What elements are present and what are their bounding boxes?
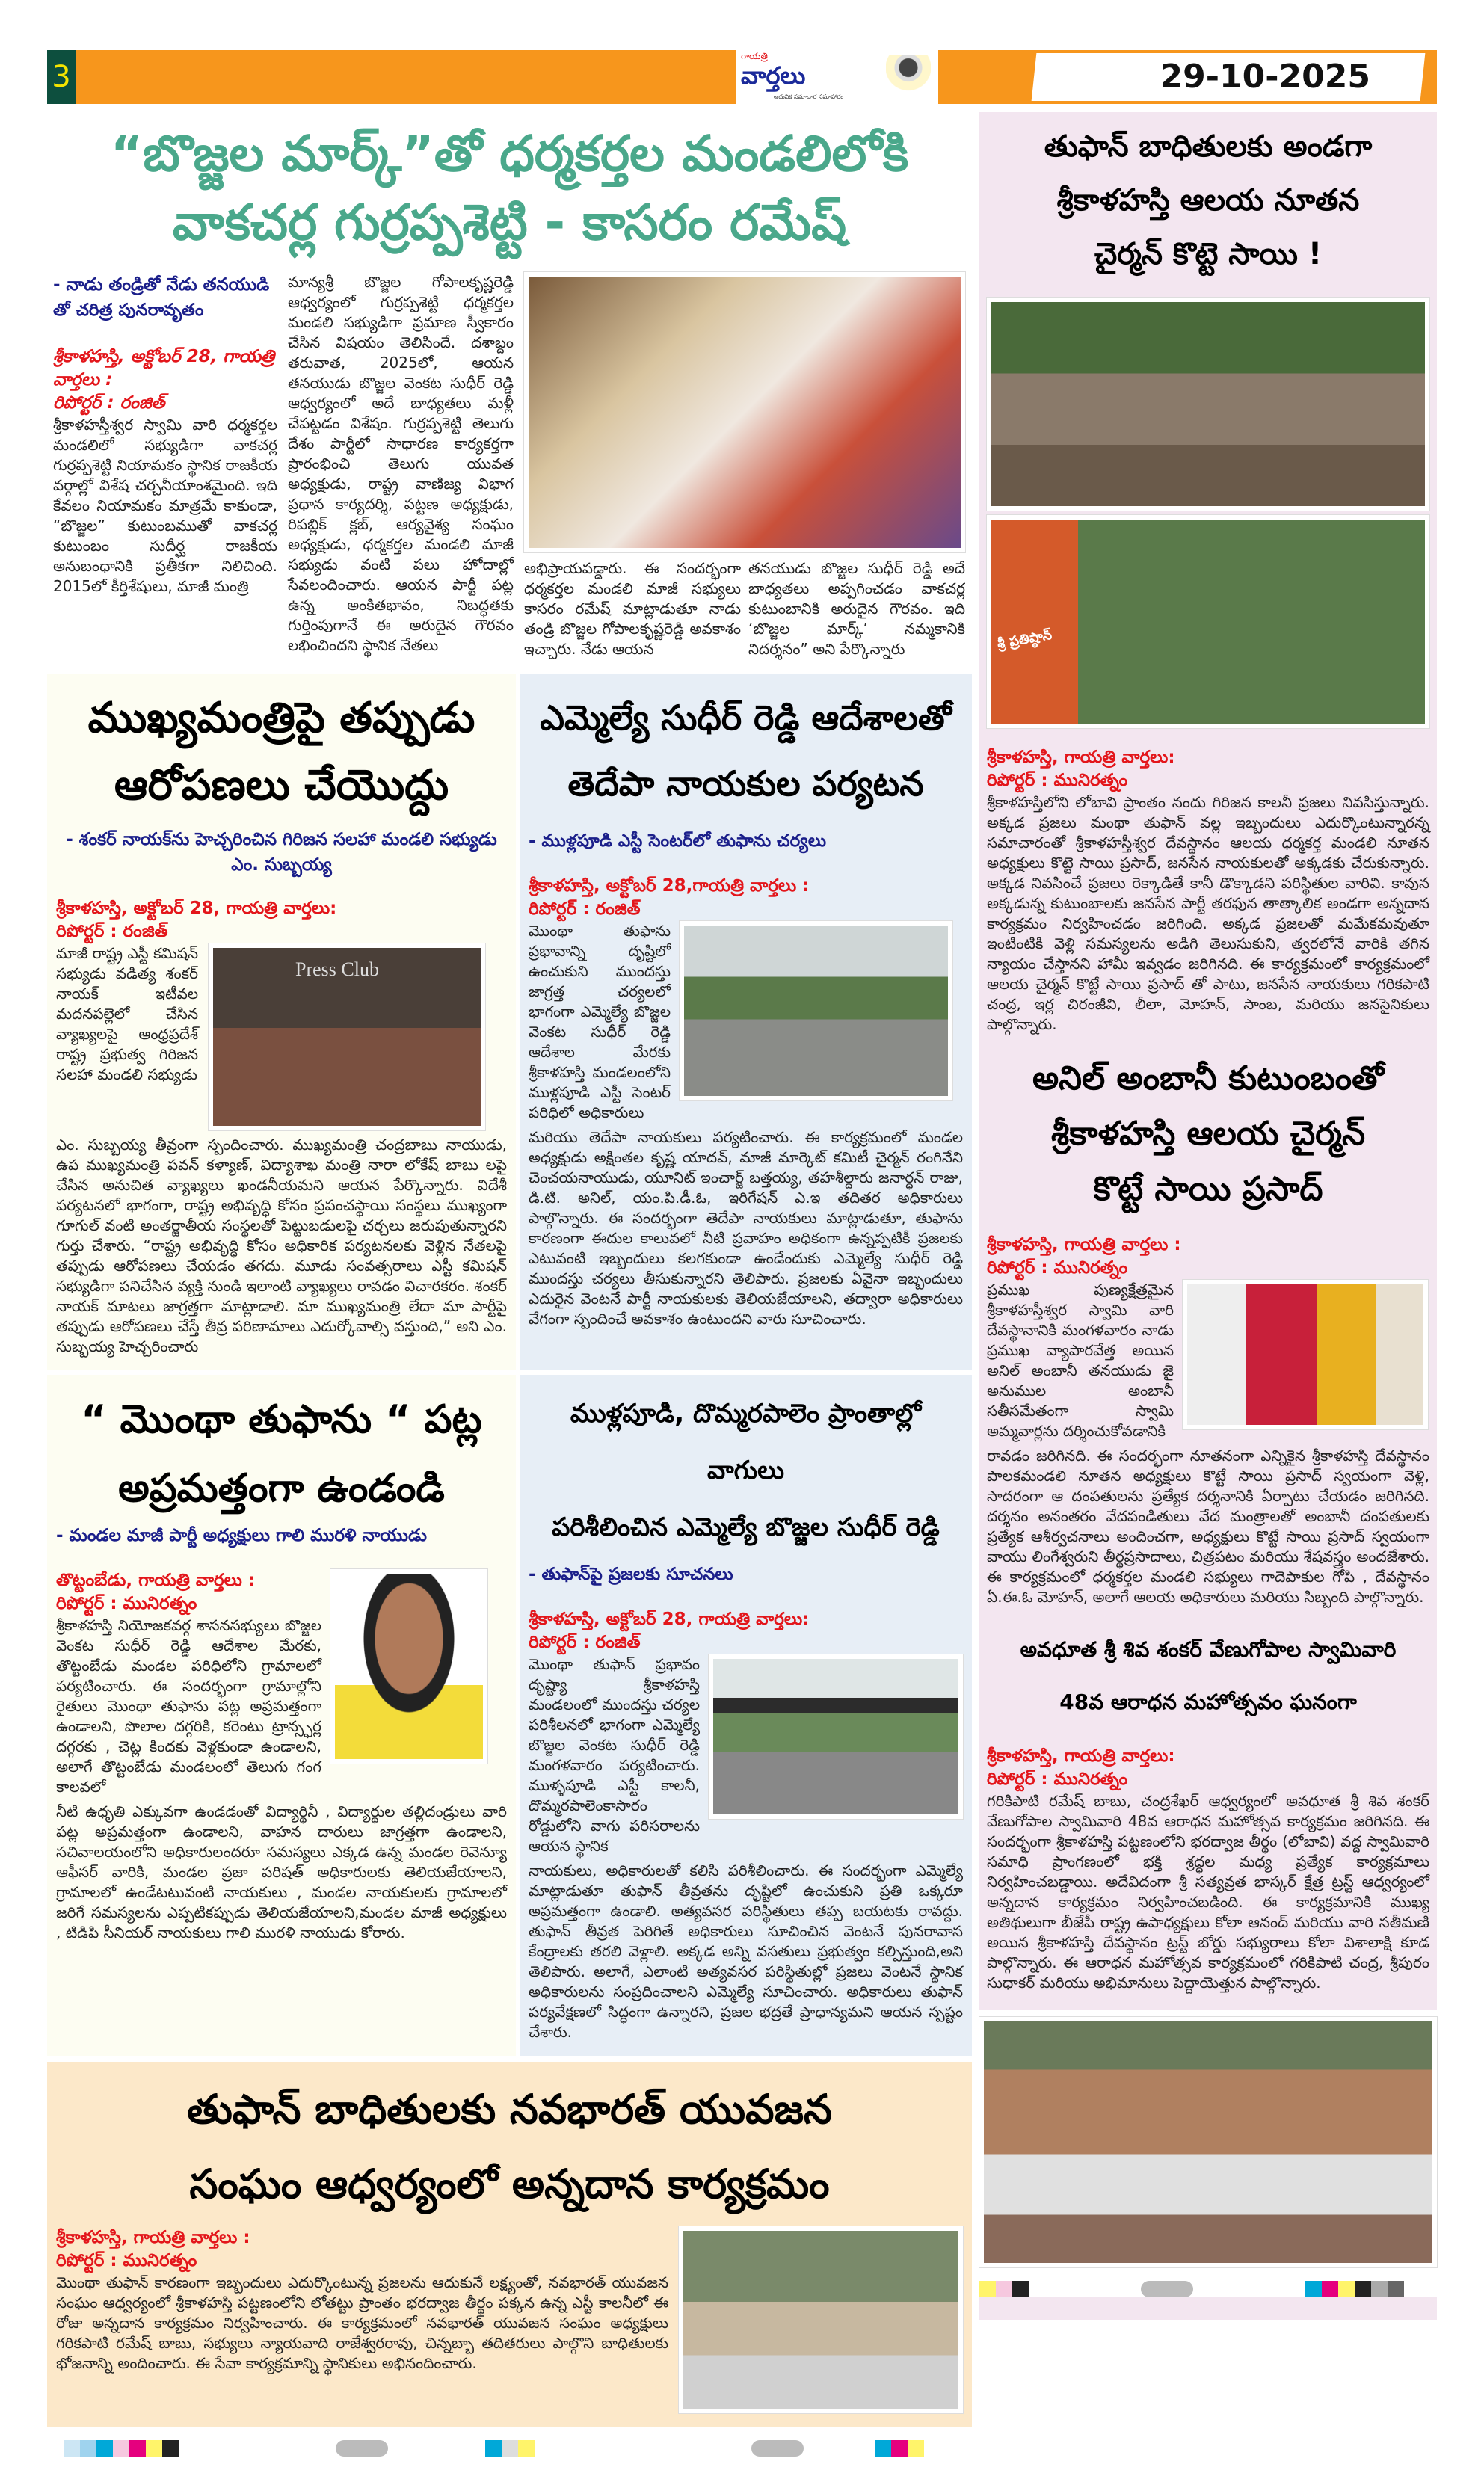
logo-portrait-icon	[886, 55, 931, 92]
right1-body	[987, 746, 1429, 1035]
story-reporter: రిపోర్టర్ : రంజిత్	[529, 1633, 641, 1652]
leader-portrait	[330, 1569, 487, 1764]
story-reporter: రిపోర్టర్ : మునిరత్నం	[987, 1258, 1128, 1278]
lead-body: మాన్యశ్రీ బొజ్జల గోపాలకృష్ణరెడ్డి ఆధ్వర్యంలో గుర్రప్పశెట్టి ధర్మకర్తల మండలి సభ్యుడిగా ప్రమాణ స్వీకారం చేసిన విషయం తెలిసిందే. దశాబ్దం తరువాత, 2025లో, ఆయన తనయుడు బొజ్జల వెంకట సుధీర్ రెడ్డి ఆధ్వర్యంలో అదే బాధ్యతలు మళ్లీ చేపట్టడం విశేషం. గుర్రప్పశెట్టి తెలుగు దేశం పార్టీలో సాధారణ కార్యకర్తగా ప్రారంభించి తెలుగు యువత అధ్యక్షుడు, రాష్ట్ర వాణిజ్య విభాగ ప్రధాన కార్యదర్శి, పట్టణ అధ్యక్షుడు, రిపబ్లిక్ క్లబ్, ఆర్యవైశ్య సంఘం అధ్యక్షుడు, ధర్మకర్తల మండలి మాజీ సభ్యుడు వంటి పలు హోదాల్లో సేవలందించారు. ఆయన పార్టీ పట్ల ఉన్న అంకితభావం, నిబద్ధతకు గుర్తింపుగానే ఈ అరుదైన గౌరవం లభించిందని స్థానిక నేతలు	[288, 273, 514, 654]
story-reporter: రిపోర్టర్ : మునిరత్నం	[56, 2251, 197, 2270]
right2-headline: అనిల్ అంబానీ కుటుంబంతో శ్రీకాళహస్తి ఆలయ చైర్మన్ కొట్టే సాయి ప్రసాద్	[1032, 1059, 1385, 1208]
right3-body	[987, 1745, 1429, 1993]
masthead-bar	[47, 50, 1437, 104]
lead-reporter: రిపోర్టర్ : రంజిత్	[53, 393, 165, 413]
logo-text: వార్తలు	[741, 61, 806, 90]
aradhana-photo	[979, 2017, 1437, 2267]
rain-inspection-photo	[680, 921, 952, 1100]
right2-body	[987, 1234, 1429, 1607]
story-headline: ముళ్లపూడి, దొమ్మరపాలెం ప్రాంతాల్లో వాగులు పరిశీలించిన ఎమ్మెల్యే బొజ్జల సుధీర్ రెడ్డి	[552, 1399, 940, 1542]
food-distribution-photo	[679, 2226, 963, 2413]
story-dateline: శ్రీకాళహస్తి, అక్టోబర్ 28, గాయత్రి వార్తలు:	[529, 1610, 810, 1629]
ambani-visit-photo	[1183, 1280, 1428, 1429]
story-body: మొంథా తుఫాను ప్రభావాన్ని దృష్టిలో ఉంచుకుని ముందస్తు జాగ్రత్త చర్యలలో భాగంగా ఎమ్మెల్యే బొజ్జల వెంకట సుధీర్ రెడ్డి ఆదేశాల మేరకు శ్రీకాళహస్తి మండలంలోని ముళ్లపూడి ఎస్టీ సెంటర్ పరిధిలో అధికారులు	[529, 922, 671, 1121]
story-body: నాయకులు, అధికారులతో కలిసి పరిశీలించారు. ఈ సందర్భంగా ఎమ్మెల్యే మాట్లాడుతూ తుఫాన్ తీవ్రతను దృష్టిలో ఉంచుకుని ప్రతి ఒక్కరూ అప్రమత్తంగా ఉండాలి. అత్యవసర పరిస్థితులు తప్ప బయటకు రావద్దు. తుఫాన్ తీవ్రత పెరిగితే అధికారులు సూచించిన వెంటనే పునరావాస కేంద్రాలకు తరలి వెళ్లాలి. అక్కడ అన్ని వసతులు ప్రభుత్వం కల్పిస్తుంది,అని తెలిపారు. అలాగే, ఎలాంటి అత్యవసర పరిస్థితుల్లో ప్రజలు వెంటనే స్థానిక అధికారులను సంప్రదించాలని ఎమ్మెల్యే సూచించారు. అధికారులు తుఫాన్ పర్యవేక్షణలో సిద్ధంగా ఉన్నారని, ప్రజల భద్రతే ప్రాధాన్యమని ఆయన స్పష్టం చేశారు.	[529, 1861, 963, 2041]
issue-date: 29-10-2025	[1160, 58, 1370, 96]
story-dateline: శ్రీకాళహస్తి, గాయత్రి వార్తలు:	[987, 1746, 1175, 1766]
story-reporter: రిపోర్టర్ : రంజిత్	[529, 899, 641, 919]
story-reporter: రిపోర్టర్ : మునిరత్నం	[56, 1594, 197, 1613]
story-body: శ్రీకాళహస్తిలోని లోబావి ప్రాంతం నందు గిరిజన కాలనీ ప్రజలు నివసిస్తున్నారు. అక్కడ ప్రజలు మంథా తుఫాన్ వల్ల ఇబ్బందులు ఎదుర్కొంటున్నారన్న సమాచారంతో శ్రీకాళహస్తీశ్వర దేవస్థానం ఆలయ ధర్మకర్త మండలి నూతన అధ్యక్షులు కొట్టె సాయి ప్రసాద్, జనసేన నాయకులతో అక్కడకు చేరుకున్నారు. అక్కడ నివసించే ప్రజలు రెక్కాడితే కానీ డొక్కాడని పరిస్థితుల వారివి. కావున అక్కడున్న కుటుంబాలకు జనసేన పార్టీ తరఫున తాత్కాలిక అండగా అన్నదాన కార్యక్రమం నిర్వహించడం జరిగింది. అక్కడ ప్రజలతో మమేకమవుతూ ఇంటింటికి వెళ్లి సమస్యలను అడిగి తెలుసుకుని, త్వరలోనే వారికి తగిన న్యాయం చేస్తానని హామీ ఇవ్వడం జరిగినది. ఈ కార్యక్రమంలో కార్యక్రమంలో ఆలయ చైర్మన్ కొట్టే సాయి ప్రసాద్ తో పాటు, జనసేన నాయకులు గరికపాటి చంద్ర, ఇర్ల చిరంజీవి, లీలా, మోహన్, సాంబ, మరియు జనసైనికులు పాల్గొన్నారు.	[987, 793, 1429, 1033]
right1-headline: తుఫాన్ బాధితులకు అండగా శ్రీకాళహస్తి ఆలయ నూతన చైర్మన్ కొట్టె సాయి !	[1044, 129, 1373, 271]
story-body: మాజీ రాష్ట్ర ఎస్టీ కమిషన్ సభ్యుడు వడిత్య శంకర్ నాయక్ ఇటీవల మదనపల్లెలో చేసిన వ్యాఖ్యలపై ఆంధ్రప్రదేశ్ రాష్ట్ర ప్రభుత్వ గిరిజన సలహా మండలి సభ్యుడు	[56, 944, 198, 1083]
story-dateline: తొట్టంబేడు, గాయత్రి వార్తలు :	[56, 1571, 256, 1590]
press-club-photo	[209, 943, 485, 1130]
newspaper-logo	[736, 50, 938, 104]
lead-headline-line: వాకచర్ల గుర్రప్పశెట్టి - కాసరం రమేష్	[172, 194, 847, 251]
color-registration-marks	[979, 2281, 1437, 2297]
story-subhead: - మండల మాజీ పార్టీ అధ్యక్షులు గాలి మురళి నాయుడు	[56, 1526, 427, 1545]
story-cm-allegations	[47, 674, 516, 1370]
lead-headline	[47, 112, 972, 265]
lead-story-col1	[53, 272, 277, 597]
story-tdp-tour	[520, 674, 972, 1370]
story-dateline: శ్రీకాళహస్తి, అక్టోబర్ 28, గాయత్రి వార్తలు:	[56, 899, 337, 918]
story-headline: తుఫాన్ బాధితులకు నవభారత్ యువజన సంఘం ఆధ్వర్యంలో అన్నదాన కార్యక్రమం	[187, 2086, 832, 2208]
story-body: రావడం జరిగినది. ఈ సందర్భంగా నూతనంగా ఎన్నికైన శ్రీకాళహస్తి దేవస్థానం పాలకమండలి నూతన అధ్యక్షులు కొట్టే సాయి ప్రసాద్ స్వయంగా వెళ్లి, సాదరంగా ఆ దంపతులను ప్రత్యేక దర్శనానికి ఏర్పాటు చేయడం జరిగినది. దర్శనం అనంతరం వేదపండితులు వేద మంత్రాలతో అంబానీ దంపతులకు ప్రత్యేక ఆశీర్వచనాలు అందించగా, అధ్యక్షులు కొట్టే సాయి ప్రసాద్ స్వయంగా వాయు లింగేశ్వరుని తీర్థప్రసాదాలు, చిత్రపటం మరియు శేషవస్త్రం అందజేశారు. ఈ కార్యక్రమంలో ధర్మకర్తల మండలి సభ్యులు గాదెపాకుల గోపి , దేవస్థానం ఏ.ఈ.ఓ మోహన్, అలాగే ఆలయ అధికారులు మరియు సిబ్బంది పాల్గొన్నారు.	[987, 1447, 1429, 1606]
lead-story-photo-block	[524, 272, 965, 659]
lead-dateline: శ్రీకాళహస్తి, అక్టోబర్ 28, గాయత్రి వార్తలు :	[53, 347, 275, 389]
lead-story	[47, 265, 972, 674]
story-cyclone-alert	[47, 1375, 516, 2056]
story-reporter: రిపోర్టర్ : మునిరత్నం	[987, 1770, 1128, 1789]
story-reporter: రిపోర్టర్ : మునిరత్నం	[987, 771, 1128, 790]
lead-body: శ్రీకాళహస్తీశ్వర స్వామి వారి ధర్మకర్తల మండలిలో సభ్యుడిగా వాకచర్ల గుర్రప్పశెట్టి నియామకం స్థానిక రాజకీయ వర్గాల్లో విశేష చర్చనీయాంశమైంది. ఇది కేవలం నియామకం మాత్రమే కాకుండా, “బొజ్జల” కుటుంబముతో వాకచర్ల కుటుంబం సుదీర్ఘ రాజకీయ అనుబంధానికి ప్రతీకగా నిలిచింది. 2015లో కీర్తిశేషులు, మాజీ మంత్రి	[53, 416, 277, 595]
story-body: మరియు తెదేపా నాయకులు పర్యటించారు. ఈ కార్యక్రమంలో మండల అధ్యక్షుడు అక్షింతల కృష్ణ యాదవ్, మాజీ మార్కెట్ కమిటీ చైర్మన్ రంగినేని చెంచయనాయుడు, యూనిట్ ఇంచార్జ్ బత్తయ్య, తహశీల్దారు జనార్ధన్ రాజు, డి.టి. అనిల్, యం.పి.డీ.ఓ, ఇరిగేషన్ ఎ.ఇ తదితర అధికారులు పాల్గొన్నారు. ఈ సందర్భంగా తెదేపా నాయకులు మాట్లాడుతూ, తుఫాను కారణంగా ఈదుల కాలువలో నీటి ప్రవాహం అధికంగా ఉన్నప్పటికీ ప్రజలకు ఎటువంటి ఇబ్బందులు కలగకుండా ఉండేందుకు ఎమ్మెల్యే సుధీర్ రెడ్డి ముందస్తు చర్యలు తీసుకున్నారని తెలిపారు. ప్రజలకు ఏవైనా ఇబ్బందులు ఎదురైన వెంటనే పార్టీ నాయకులకు తెలియజేయాలని, తద్వారా అధికారులు వేగంగా స్పందించే అవకాశం ఉంటుందని వారు సూచించారు.	[529, 1128, 963, 1328]
story-subhead: - శంకర్ నాయక్‌ను హెచ్చరించిన గిరిజన సలహా మండలి సభ్యుడు ఎం. సుబ్బయ్య	[66, 830, 497, 875]
story-dateline: శ్రీకాళహస్తి, గాయత్రి వార్తలు :	[56, 2228, 250, 2247]
press-club-sign: Press Club	[295, 958, 379, 980]
story-headline: ఎమ్మెల్యే సుధీర్ రెడ్డి ఆదేశాలతో తెదేపా నాయకుల పర్యటన	[540, 697, 952, 804]
story-body: గరికిపాటి రమేష్ బాబు, చంద్రశేఖర్ ఆధ్వర్యంలో అవధూత శ్రీ శివ శంకర్ వేణుగోపాల స్వామివారి 48వ ఆరాధన మహోత్సవ కార్యక్రమం జరిగినది. ఈ సందర్భంగా శ్రీకాళహస్తి పట్టణంలోని భరద్వాజ తీర్థం (లోబావి) వద్ద స్వామివారి సమాధి ప్రాంగణంలో భక్తి శ్రద్ధల మధ్య ప్రత్యేక కార్యక్రమాలు నిర్వహించబడ్డాయి. అదేవిదంగా శ్రీ సత్యవ్రత భాస్కర్ క్షేత్ర ట్రస్ట్ ఆధ్వర్యంలో అన్నదాన కార్యక్రమం నిర్వహించబడింది. ఈ కార్యక్రమానికి ముఖ్య అతిథులుగా బీజేపీ రాష్ట్ర ఉపాధ్యక్షులు కోలా ఆనంద్ మరియు వారి సతీమణి అయిన శ్రీకాళహస్తి దేవస్థానం ట్రస్ట్ బోర్డు సభ్యురాలు కోలా విశాలాక్షి కూడ పాల్గొన్నారు. ఈ ఆరాధన మహోత్సవ కార్యక్రమంలో గరికిపాటి చంద్ర, శ్రీపురం సుధాకర్ మరియు అభిమానులు పెద్దాయెత్తున పాల్గొన్నారు.	[987, 1792, 1429, 1992]
story-subhead: - ముళ్లపూడి ఎస్టీ సెంటర్‌లో తుఫాను చర్యలు	[529, 831, 827, 851]
registration-mark	[336, 2440, 388, 2457]
story-grid	[47, 674, 972, 2056]
lead-subhead: - నాడు తండ్రితో నేడు తనయుడి తో చరిత్ర పునరావృతం	[53, 275, 270, 320]
registration-mark	[1141, 2281, 1193, 2297]
story-annadanam	[47, 2062, 972, 2427]
story-headline: ముఖ్యమంత్రిపై తప్పుడు ఆరోపణలు చేయొద్దు	[87, 694, 475, 810]
lead-body: తనయుడు బొజ్జల సుధీర్ రెడ్డి అదే బాధ్యతలు అప్పగించడం వాకచర్ల కుటుంబానికి అరుదైన గౌరవం. ఇది ‘బొజ్జల మార్క్’ నమ్మకానికి నిదర్శనం” అని పేర్కొన్నారు	[748, 559, 965, 658]
logo-small-text: గాయత్రి	[741, 51, 768, 61]
story-mla-inspection	[520, 1375, 972, 2056]
main-content	[47, 112, 972, 2479]
story-subhead: - తుఫాన్‌పై ప్రజలకు సూచనలు	[529, 1565, 733, 1584]
story-body: ప్రముఖ పుణ్యక్షేత్రమైన శ్రీకాళహస్తీశ్వర స్వామి వారి దేవస్థానానికి మంగళవారం నాడు ప్రముఖ వ్యాపారవేత్త అయిన అనిల్ అంబానీ తనయుడు జై అనుముల అంబానీ సతీసమేతంగా స్వామి అమ్మవార్లను దర్శించుకోవడానికి	[987, 1281, 1174, 1440]
story-headline: “ మొంథా తుఫాను “ పట్ల అప్రమత్తంగా ఉండండి	[81, 1397, 482, 1511]
color-registration-marks	[64, 2440, 972, 2457]
story-body: ఎం. సుబ్బయ్య తీవ్రంగా స్పందించారు. ముఖ్యమంత్రి చంద్రబాబు నాయుడు, ఉప ముఖ్యమంత్రి పవన్ కళ్యాణ్, విద్యాశాఖ మంత్రి నారా లోకేష్ బాబు లపై చేసిన అనుచిత వ్యాఖ్యలు ఖండనీయమని ఆయన పేర్కొన్నారు. విదేశీ పర్యటనలో భాగంగా, రాష్ట్ర అభివృద్ధి కోసం ప్రపంచస్థాయి సంస్థలు ముఖ్యంగా గూగుల్ వంటి అంతర్జాతీయ సంస్థలతో పెట్టుబడులపై చర్చలు జరుపుతున్నారని గుర్తు చేశారు. “రాష్ట్ర అభివృద్ధి కోసం అధికారిక పర్యటనలకు వెళ్లిన నేతలపై తప్పుడు ఆరోపణలు చేయడం తగదు. మూడు సంవత్సరాలు ఎస్టీ కమిషన్ సభ్యుడిగా పనిచేసిన వ్యక్తి నుండి ఇలాంటి వ్యాఖ్యలు రావడం విచారకరం. శంకర్ నాయక్ మాటలు జాగ్రత్తగా మాట్లాడాలి. మా ముఖ్యమంత్రి లేదా మా పార్టీపై తప్పుడు ఆరోపణలు చేస్తే తీవ్ర పరిణామాలు ఎదుర్కోవాల్సి వస్తుంది,” అని ఎం. సుబ్బయ్య హెచ్చరించారు	[56, 1136, 507, 1355]
story-reporter: రిపోర్టర్ : రంజిత్	[56, 922, 168, 941]
story-body: శ్రీకాళహస్తి నియోజకవర్గ శాసనసభ్యులు బొజ్జల వెంకట సుధీర్ రెడ్డి ఆదేశాల మేరకు, తొట్టంబేడు మండల పరిధిలోని గ్రామాలలో పర్యటించారు. ఈ సందర్భంగా గ్రామాల్లోని రైతులు మొంథా తుఫాను పట్ల అప్రమత్తంగా ఉండాలని, పొలాల దగ్గరికి, కరెంటు ట్రాన్స్ఫర్ల దగ్గరకు , చెట్ల కిందకు వెళ్లకుండా ఉండాలని, అలాగే తొట్టంబేడు మండలంలో తెలుగు గంగ కాలవలో	[56, 1616, 321, 1796]
lead-photo	[524, 272, 965, 552]
right3-headline: అవధూత శ్రీ శివ శంకర్ వేణుగోపాల స్వామివారి 48వ ఆరాధన మహోత్సవం ఘనంగా	[1020, 1637, 1397, 1714]
mla-walk-photo	[709, 1654, 963, 1819]
page-number: 3	[47, 50, 76, 104]
right1-photo-2	[987, 515, 1429, 728]
logo-tagline: ఆధునిక సమాచార సమాహారం	[774, 93, 844, 100]
story-dateline: శ్రీకాళహస్తి, అక్టోబర్ 28,గాయత్రి వార్తలు :	[529, 876, 810, 896]
lead-body: అభిప్రాయపడ్డారు. ఈ సందర్భంగా ధర్మకర్తల మండలి మాజీ సభ్యులు కాసరం రమేష్ మాట్లాడుతూ నాడు తండ్రి బొజ్జల గోపాలకృష్ణరెడ్డి అవకాశం ఇచ్చారు. నేడు ఆయన	[524, 559, 741, 658]
right-column	[979, 112, 1437, 2320]
banner-text: శ్రీ ప్రతిష్ఠాన్	[996, 626, 1053, 653]
story-dateline: శ్రీకాళహస్తి, గాయత్రి వార్తలు :	[987, 1235, 1181, 1254]
story-body: మొంథా తుఫాన్ ప్రభావం దృష్ట్యా శ్రీకాళహస్తి మండలంలో ముందస్తు చర్యల పరిశీలనలో భాగంగా ఎమ్మెల్యే బొజ్జల వెంకట సుధీర్ రెడ్డి మంగళవారం పర్యటించారు. ముళ్ళపూడి ఎస్టీ కాలనీ, దొమ్మరపాలెంకాసారం రోడ్డులోని వాగు పరిసరాలను ఆయన స్థానిక	[529, 1655, 700, 1855]
right1-photo-1	[987, 298, 1429, 511]
story-body: మొంథా తుఫాన్ కారణంగా ఇబ్బందులు ఎదుర్కొంటున్న ప్రజలను ఆదుకునే లక్ష్యంతో, నవభారత్ యువజన సంఘం ఆధ్వర్యంలో శ్రీకాళహస్తి పట్టణంలోని లోతట్టు ప్రాంతం భరద్వాజ తీర్థం పక్కన ఉన్న ఎస్టీ కాలనీలో ఈ రోజు అన్నదాన కార్యక్రమం నిర్వహించారు. ఈ కార్యక్రమంలో నవభారత్ యువజన సంఘం అధ్యక్షులు గరికపాటి రమేష్ బాబు, సభ్యులు న్యాయవాది రాజేశ్వరరావు, చిన్నబ్బా తదితరులు పాల్గొని బాధితులకు భోజనాన్ని అందించారు. ఈ సేవా కార్యక్రమాన్ని స్థానికులు అభినందించారు.	[56, 2273, 668, 2372]
lead-headline-line: “బొజ్జల మార్క్”తో ధర్మకర్తల మండలిలోకి	[110, 125, 909, 182]
story-dateline: శ్రీకాళహస్తి, గాయత్రి వార్తలు:	[987, 748, 1175, 767]
registration-mark	[751, 2440, 804, 2457]
story-body: నీటి ఉధృతి ఎక్కువగా ఉండడంతో విద్యార్థినీ , విద్యార్థుల తల్లిదండ్రులు వారి పట్ల అప్రమత్తంగా ఉండాలని, వాహన దారులు జాగ్రత్తగా ఉండాలని, సచివాలయంలోని అధికారులందరూ సమస్యలు ఎక్కడ ఉన్న మండల రెవెన్యూ ఆఫీసర్ వారికి, మండల ప్రజా పరిషత్ అధికారులకు తెలియజేయాలని, గ్రామాలలో ఉండేటటువంటి నాయకులు , మండల నాయకులకు గ్రామాలలో జరిగే సమస్యలను ఎప్పటికప్పుడు తెలియజేయాలని,మండల మాజీ అధ్యక్షులు , టిడిపి సీనియర్ నాయకులు గాలి మురళి నాయుడు కోరారు.	[56, 1802, 507, 1941]
